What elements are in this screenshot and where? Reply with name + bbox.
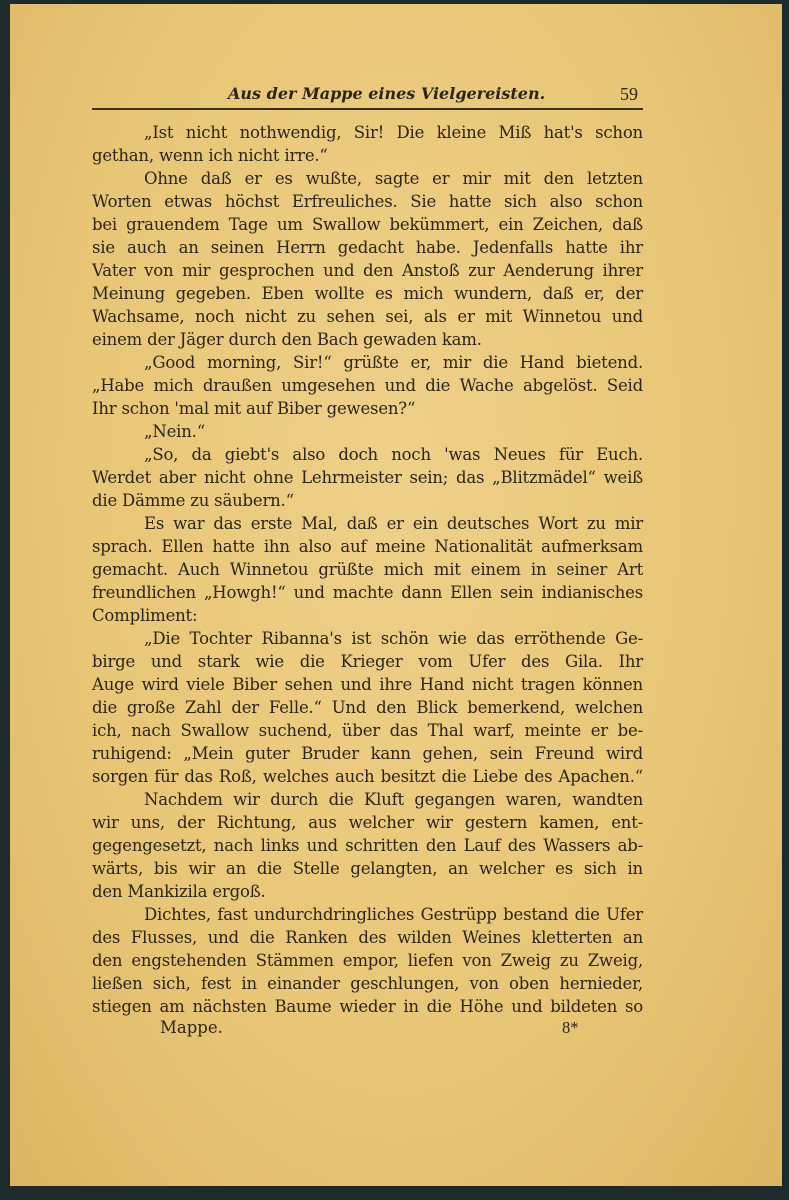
text-line: freundlichen „Howgh!“ und machte dann Ellen sein indianisches — [92, 583, 643, 602]
text-line: des Flusses, und die Ranken des wilden Weines kletterten an — [92, 928, 643, 947]
text-line: ich, nach Swallow suchend, über das Thal warf, meinte er be- — [92, 721, 643, 740]
text-line: Auge wird viele Biber sehen und ihre Hand nicht tragen können — [92, 675, 643, 694]
text-line: Vater von mir gesprochen und den Anstoß zur Aenderung ihrer — [92, 261, 643, 280]
text-line: Werdet aber nicht ohne Lehrmeister sein; das „Blitzmädel“ weiß — [92, 468, 643, 487]
text-line: birge und stark wie die Krieger vom Ufer des Gila. Ihr — [92, 652, 643, 671]
text-line: sie auch an seinen Herrn gedacht habe. Jedenfalls hatte ihr — [92, 238, 643, 257]
text-line: Ohne daß er es wußte, sagte er mir mit den letzten — [144, 169, 643, 188]
text-line: Nachdem wir durch die Kluft gegangen waren, wandten — [144, 790, 643, 809]
header-rule — [92, 108, 643, 110]
sheet-mark: 8* — [562, 1018, 579, 1037]
running-header-title: Aus der Mappe eines Vielgereisten. — [228, 84, 546, 103]
text-line: Dichtes, fast undurchdringliches Gestrüpp bestand die Ufer — [144, 905, 643, 924]
text-line: Compliment: — [92, 606, 198, 625]
text-line: Ihr schon 'mal mit auf Biber gewesen?“ — [92, 399, 416, 418]
text-line: gethan, wenn ich nicht irre.“ — [92, 146, 328, 165]
text-line: sprach. Ellen hatte ihn also auf meine Nationalität aufmerksam — [92, 537, 643, 556]
page-number: 59 — [620, 84, 638, 104]
text-line: Wachsame, noch nicht zu sehen sei, als er mit Winnetou und — [92, 307, 643, 326]
text-line: „Ist nicht nothwendig, Sir! Die kleine Miß hat's schon — [144, 123, 643, 142]
text-line: einem der Jäger durch den Bach gewaden kam. — [92, 330, 482, 349]
text-line: „Die Tochter Ribanna's ist schön wie das erröthende Ge- — [144, 629, 643, 648]
text-line: stiegen am nächsten Baume wieder in die Höhe und bildeten so — [92, 997, 643, 1016]
text-line: den Mankizila ergoß. — [92, 882, 266, 901]
text-line: Meinung gegeben. Eben wollte es mich wundern, daß er, der — [92, 284, 643, 303]
text-line: gemacht. Auch Winnetou grüßte mich mit einem in seiner Art — [92, 560, 643, 579]
text-line: die große Zahl der Felle.“ Und den Blick bemerkend, welchen — [92, 698, 643, 717]
text-line: wärts, bis wir an die Stelle gelangten, an welcher es sich in — [92, 859, 643, 878]
text-line: gegengesetzt, nach links und schritten den Lauf des Wassers ab- — [92, 836, 643, 855]
text-line: wir uns, der Richtung, aus welcher wir gestern kamen, ent- — [92, 813, 643, 832]
text-line: „Good morning, Sir!“ grüßte er, mir die Hand bietend. — [144, 353, 643, 372]
text-line: Worten etwas höchst Erfreuliches. Sie hatte sich also schon — [92, 192, 643, 211]
text-line: ließen sich, fest in einander geschlungen, von oben hernieder, — [92, 974, 643, 993]
text-line: „Nein.“ — [144, 422, 205, 441]
text-line: Es war das erste Mal, daß er ein deutsches Wort zu mir — [144, 514, 643, 533]
text-line: den engstehenden Stämmen empor, liefen von Zweig zu Zweig, — [92, 951, 643, 970]
text-line: „So, da giebt's also doch noch 'was Neues für Euch. — [144, 445, 643, 464]
body-text — [92, 121, 643, 1018]
text-line: sorgen für das Roß, welches auch besitzt die Liebe des Apachen.“ — [92, 767, 643, 786]
text-line: die Dämme zu säubern.“ — [92, 491, 294, 510]
text-line: bei grauendem Tage um Swallow bekümmert, ein Zeichen, daß — [92, 215, 643, 234]
text-line: „Habe mich draußen umgesehen und die Wache abgelöst. Seid — [92, 376, 643, 395]
signature-mark: Mappe. — [160, 1018, 223, 1037]
text-line: ruhigend: „Mein guter Bruder kann gehen, sein Freund wird — [92, 744, 643, 763]
